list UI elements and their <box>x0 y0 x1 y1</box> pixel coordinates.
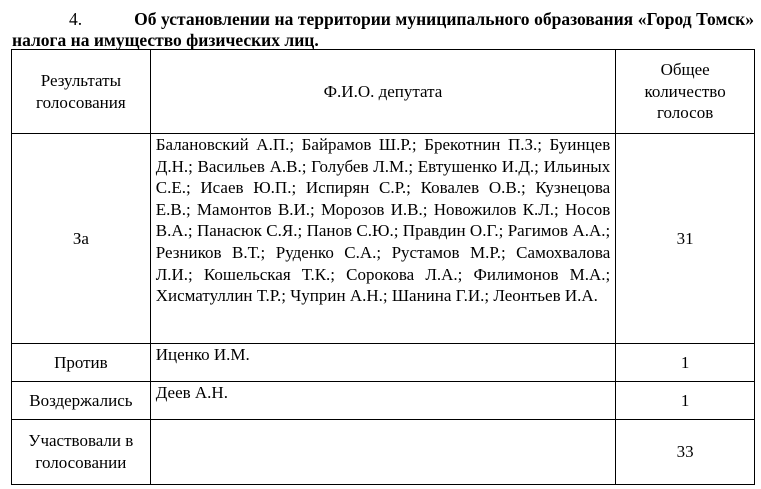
cell-result: Против <box>12 344 151 382</box>
cell-result: Воздержались <box>12 382 151 420</box>
table-row-participated <box>12 420 755 485</box>
item-heading <box>12 9 754 51</box>
cell-total: 31 <box>616 134 755 344</box>
header-deputy-name: Ф.И.О. депутата <box>150 50 616 134</box>
header-total-votes: Общее количество голосов <box>616 50 755 134</box>
table-header-row <box>12 50 755 134</box>
cell-names <box>150 420 616 485</box>
item-title: Об установлении на территории муниципального образования «Город Томск» налога на имущество физических лиц. <box>12 9 754 50</box>
voting-results-table <box>11 49 755 485</box>
cell-names: Иценко И.М. <box>150 344 616 382</box>
cell-result: Участвовали в голосовании <box>12 420 151 485</box>
table-row-for <box>12 134 755 344</box>
cell-names: Балановский А.П.; Байрамов Ш.Р.; Брекотнин П.З.; Буинцев Д.Н.; Васильев А.В.; Голубев Л.М.; Евтушенко И.Д.; Ильиных С.Е.; Исаев Ю.П.; Испирян С.Р.; Ковалев О.В.; Кузнецова Е.В.; Мамонтов В.И.; Морозов И.В.; Новожилов К.Л.; Носов В.А.; Панасюк С.Я.; Панов С.Ю.; Правдин О.Г.; Рагимов А.А.; Резников В.Т.; Руденко С.А.; Рустамов М.Р.; Самохвалова Л.И.; Кошельская Т.К.; Сорокова Л.А.; Филимонов М.А.; Хисматуллин Т.Р.; Чуприн А.Н.; Шанина Г.И.; Леонтьев И.А. <box>150 134 616 344</box>
header-result: Результаты голосования <box>12 50 151 134</box>
item-number: 4. <box>69 9 83 29</box>
cell-result: За <box>12 134 151 344</box>
table-row-abstained <box>12 382 755 420</box>
cell-total: 1 <box>616 344 755 382</box>
cell-names: Деев А.Н. <box>150 382 616 420</box>
table-row-against <box>12 344 755 382</box>
cell-total: 33 <box>616 420 755 485</box>
cell-total: 1 <box>616 382 755 420</box>
